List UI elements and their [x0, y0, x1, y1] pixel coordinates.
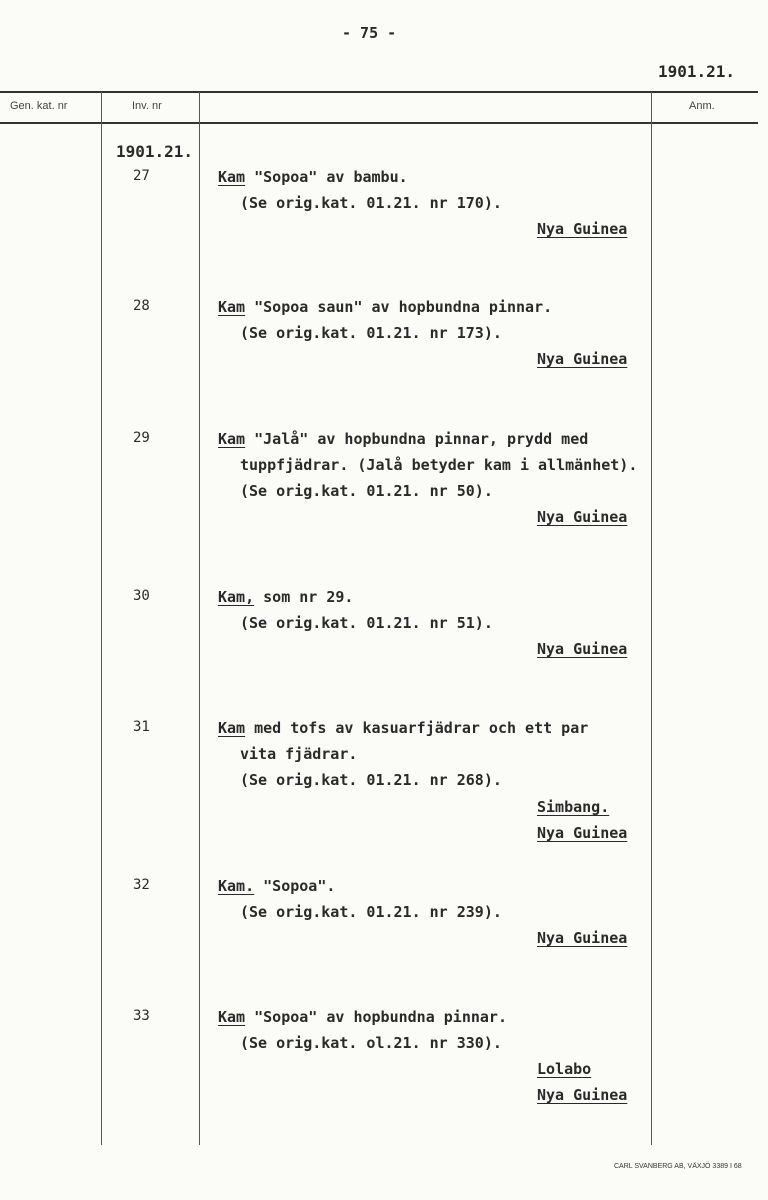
entry-number: 30: [133, 588, 150, 604]
entry-description: [218, 298, 552, 316]
entry-number: 33: [133, 1008, 150, 1024]
entry-label: Kam: [218, 1008, 246, 1026]
entry-label: Kam: [218, 298, 246, 316]
entry-reference: (Se orig.kat. 01.21. nr 239).: [240, 903, 502, 921]
entry-description: [218, 168, 408, 186]
entry-description: [218, 877, 335, 895]
column-divider-2: [199, 92, 200, 1145]
entry-reference: (Se orig.kat. 01.21. nr 51).: [240, 614, 493, 632]
column-header-anm: Anm.: [689, 100, 715, 112]
table-header-rule: [0, 122, 758, 124]
entry-desc: med tofs av kasuarfjädrar och ett par: [245, 719, 589, 737]
entry-reference: (Se orig.kat. 01.21. nr 170).: [240, 194, 502, 212]
entry-label: Kam: [218, 430, 246, 448]
entry-label: Kam: [218, 719, 246, 737]
entry-reference: (Se orig.kat. 01.21. nr 50).: [240, 482, 493, 500]
entry-place: Nya Guinea: [537, 508, 628, 526]
entry-reference: (Se orig.kat. ol.21. nr 330).: [240, 1034, 502, 1052]
entry-description-continued: tuppfjädrar. (Jalå betyder kam i allmänhet).: [240, 456, 638, 474]
printer-footer: CARL SVANBERG AB, VÄXJÖ 3389 I 68: [614, 1163, 742, 1170]
catalog-header: 1901.21.: [658, 62, 736, 81]
entry-description-continued: vita fjädrar.: [240, 745, 358, 763]
entry-place: Nya Guinea: [537, 220, 628, 238]
entry-number: 31: [133, 719, 150, 735]
entry-subplace: Lolabo: [537, 1060, 592, 1078]
entry-reference: (Se orig.kat. 01.21. nr 173).: [240, 324, 502, 342]
entry-label: Kam: [218, 168, 246, 186]
page-number: - 75 -: [342, 24, 397, 42]
entry-number: 28: [133, 298, 150, 314]
entry-desc: som nr 29.: [254, 588, 354, 606]
column-header-inv-nr: Inv. nr: [132, 100, 162, 112]
entry-desc: "Sopoa" av hopbundna pinnar.: [245, 1008, 507, 1026]
entry-desc: "Jalå" av hopbundna pinnar, prydd med: [245, 430, 589, 448]
entry-number: 32: [133, 877, 150, 893]
entry-place: Nya Guinea: [537, 929, 628, 947]
entry-number: 29: [133, 430, 150, 446]
entry-place: Nya Guinea: [537, 824, 628, 842]
column-divider-1: [101, 92, 102, 1145]
entry-description: [218, 588, 353, 606]
entry-subplace: Simbang.: [537, 798, 610, 816]
entry-desc: "Sopoa".: [254, 877, 336, 895]
entry-place: Nya Guinea: [537, 640, 628, 658]
column-divider-3: [651, 92, 652, 1145]
section-heading: 1901.21.: [116, 142, 194, 161]
entry-label: Kam,: [218, 588, 255, 606]
entry-description: [218, 719, 588, 737]
entry-number: 27: [133, 168, 150, 184]
entry-place: Nya Guinea: [537, 350, 628, 368]
column-header-gen-kat-nr: Gen. kat. nr: [10, 100, 68, 112]
entry-desc: "Sopoa" av bambu.: [245, 168, 408, 186]
entry-desc: "Sopoa saun" av hopbundna pinnar.: [245, 298, 553, 316]
entry-reference: (Se orig.kat. 01.21. nr 268).: [240, 771, 502, 789]
entry-label: Kam.: [218, 877, 255, 895]
table-top-rule: [0, 91, 758, 93]
entry-description: [218, 1008, 507, 1026]
entry-place: Nya Guinea: [537, 1086, 628, 1104]
entry-description: [218, 430, 588, 448]
